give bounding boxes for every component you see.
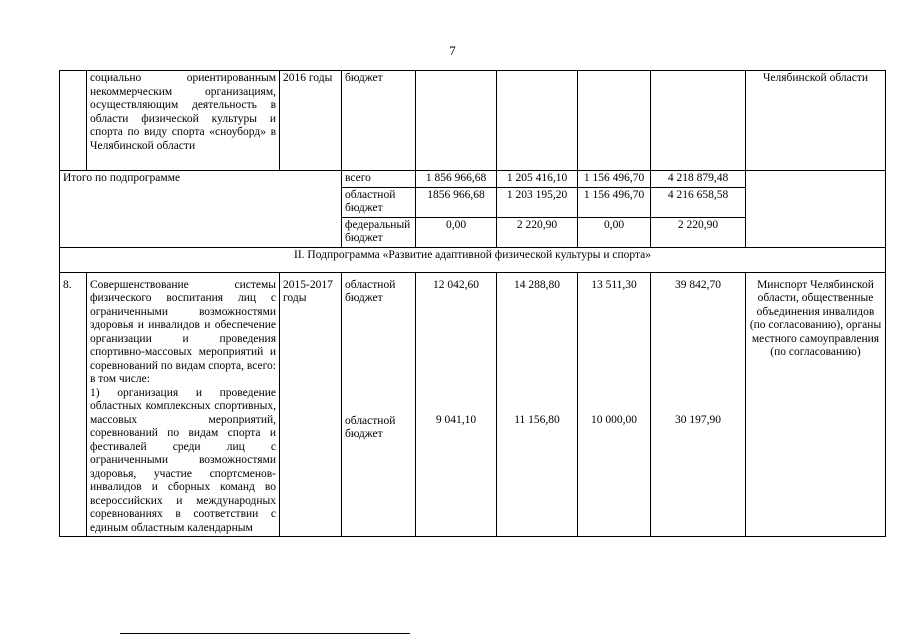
cell-2017: 1 156 496,70	[578, 171, 651, 188]
cell-executor: Минспорт Челябинской области, общественные объединения инвалидов (по согласованию), органы местного самоуправления (по согласованию)	[746, 272, 886, 537]
table-row	[60, 71, 886, 171]
cell-2017	[578, 71, 651, 171]
cell-2016: 2 220,90	[497, 217, 578, 247]
sub1-source: областной бюджет	[345, 414, 396, 440]
cell-total: 2 220,90	[651, 217, 746, 247]
row8-description: Совершенствование системы физического воспитания лиц с ограниченными возможностями здоровья и инвалидов и обеспечение организации и проведения спортивно-массовых мероприятий и соревнований по видам спорта, всего:	[90, 278, 276, 372]
cell-2017: 0,00	[578, 217, 651, 247]
footer-rule	[120, 633, 410, 634]
row8-source: областной бюджет	[345, 278, 396, 304]
cell-total	[651, 71, 746, 171]
row8-sub1: 1) организация и проведение областных комплексных спортивных, массовых мероприятий, соревнований по видам спорта и фестивалей среди лиц с ограниченными возможностями здоровья, участие спортсменов-инвалидов и сборных команд во всероссийских и международных соревнованиях в соответствии с единым областным календарным	[90, 386, 276, 534]
cell-years: 2016 годы	[280, 71, 342, 171]
cell-source: всего	[342, 171, 416, 188]
subtotal-label: Итого по подпрограмме	[60, 171, 342, 248]
cell-source: бюджет	[342, 71, 416, 171]
cell-total: 4 216 658,58	[651, 187, 746, 217]
cell-total	[651, 272, 746, 537]
cell-2016: 1 205 416,10	[497, 171, 578, 188]
cell-source	[342, 272, 416, 537]
cell-2015	[416, 71, 497, 171]
sub1-2015: 9 041,10	[435, 414, 477, 426]
cell-2016	[497, 71, 578, 171]
page-number: 7	[449, 43, 456, 58]
cell-2015: 1 856 966,68	[416, 171, 497, 188]
cell-description	[87, 272, 280, 537]
sub1-total: 30 197,90	[675, 414, 721, 426]
cell-description: социально ориентированным некоммерческим организациям, осуществляющим деятельность в области физической культуры и спорта по виду спорта «сноуборд» в Челябинской области	[87, 71, 280, 171]
row8-2015: 12 042,60	[433, 278, 479, 291]
row8-total: 39 842,70	[675, 278, 721, 291]
cell-2016: 1 203 195,20	[497, 187, 578, 217]
cell-number: 8.	[60, 272, 87, 537]
cell-executor: Челябинской области	[746, 71, 886, 171]
row8-2017: 13 511,30	[591, 278, 637, 291]
table-row	[60, 247, 886, 272]
sub1-2016: 11 156,80	[514, 414, 560, 426]
cell-2015: 1856 966,68	[416, 187, 497, 217]
subprogram-heading: II. Подпрограмма «Развитие адаптивной физической культуры и спорта»	[60, 247, 886, 272]
sub1-2017: 10 000,00	[591, 414, 637, 426]
table-row	[60, 272, 886, 537]
cell-2016	[497, 272, 578, 537]
cell-2015: 0,00	[416, 217, 497, 247]
row8-in-total: в том числе:	[90, 373, 150, 385]
cell-source: областной бюджет	[342, 187, 416, 217]
table-row	[60, 171, 886, 188]
budget-table	[59, 70, 886, 537]
cell-total: 4 218 879,48	[651, 171, 746, 188]
cell-2017: 1 156 496,70	[578, 187, 651, 217]
cell-years: 2015-2017 годы	[280, 272, 342, 537]
cell-executor	[746, 171, 886, 248]
cell-number	[60, 71, 87, 171]
cell-2015	[416, 272, 497, 537]
row8-2016: 14 288,80	[514, 278, 560, 291]
cell-source: федеральный бюджет	[342, 217, 416, 247]
cell-2017	[578, 272, 651, 537]
